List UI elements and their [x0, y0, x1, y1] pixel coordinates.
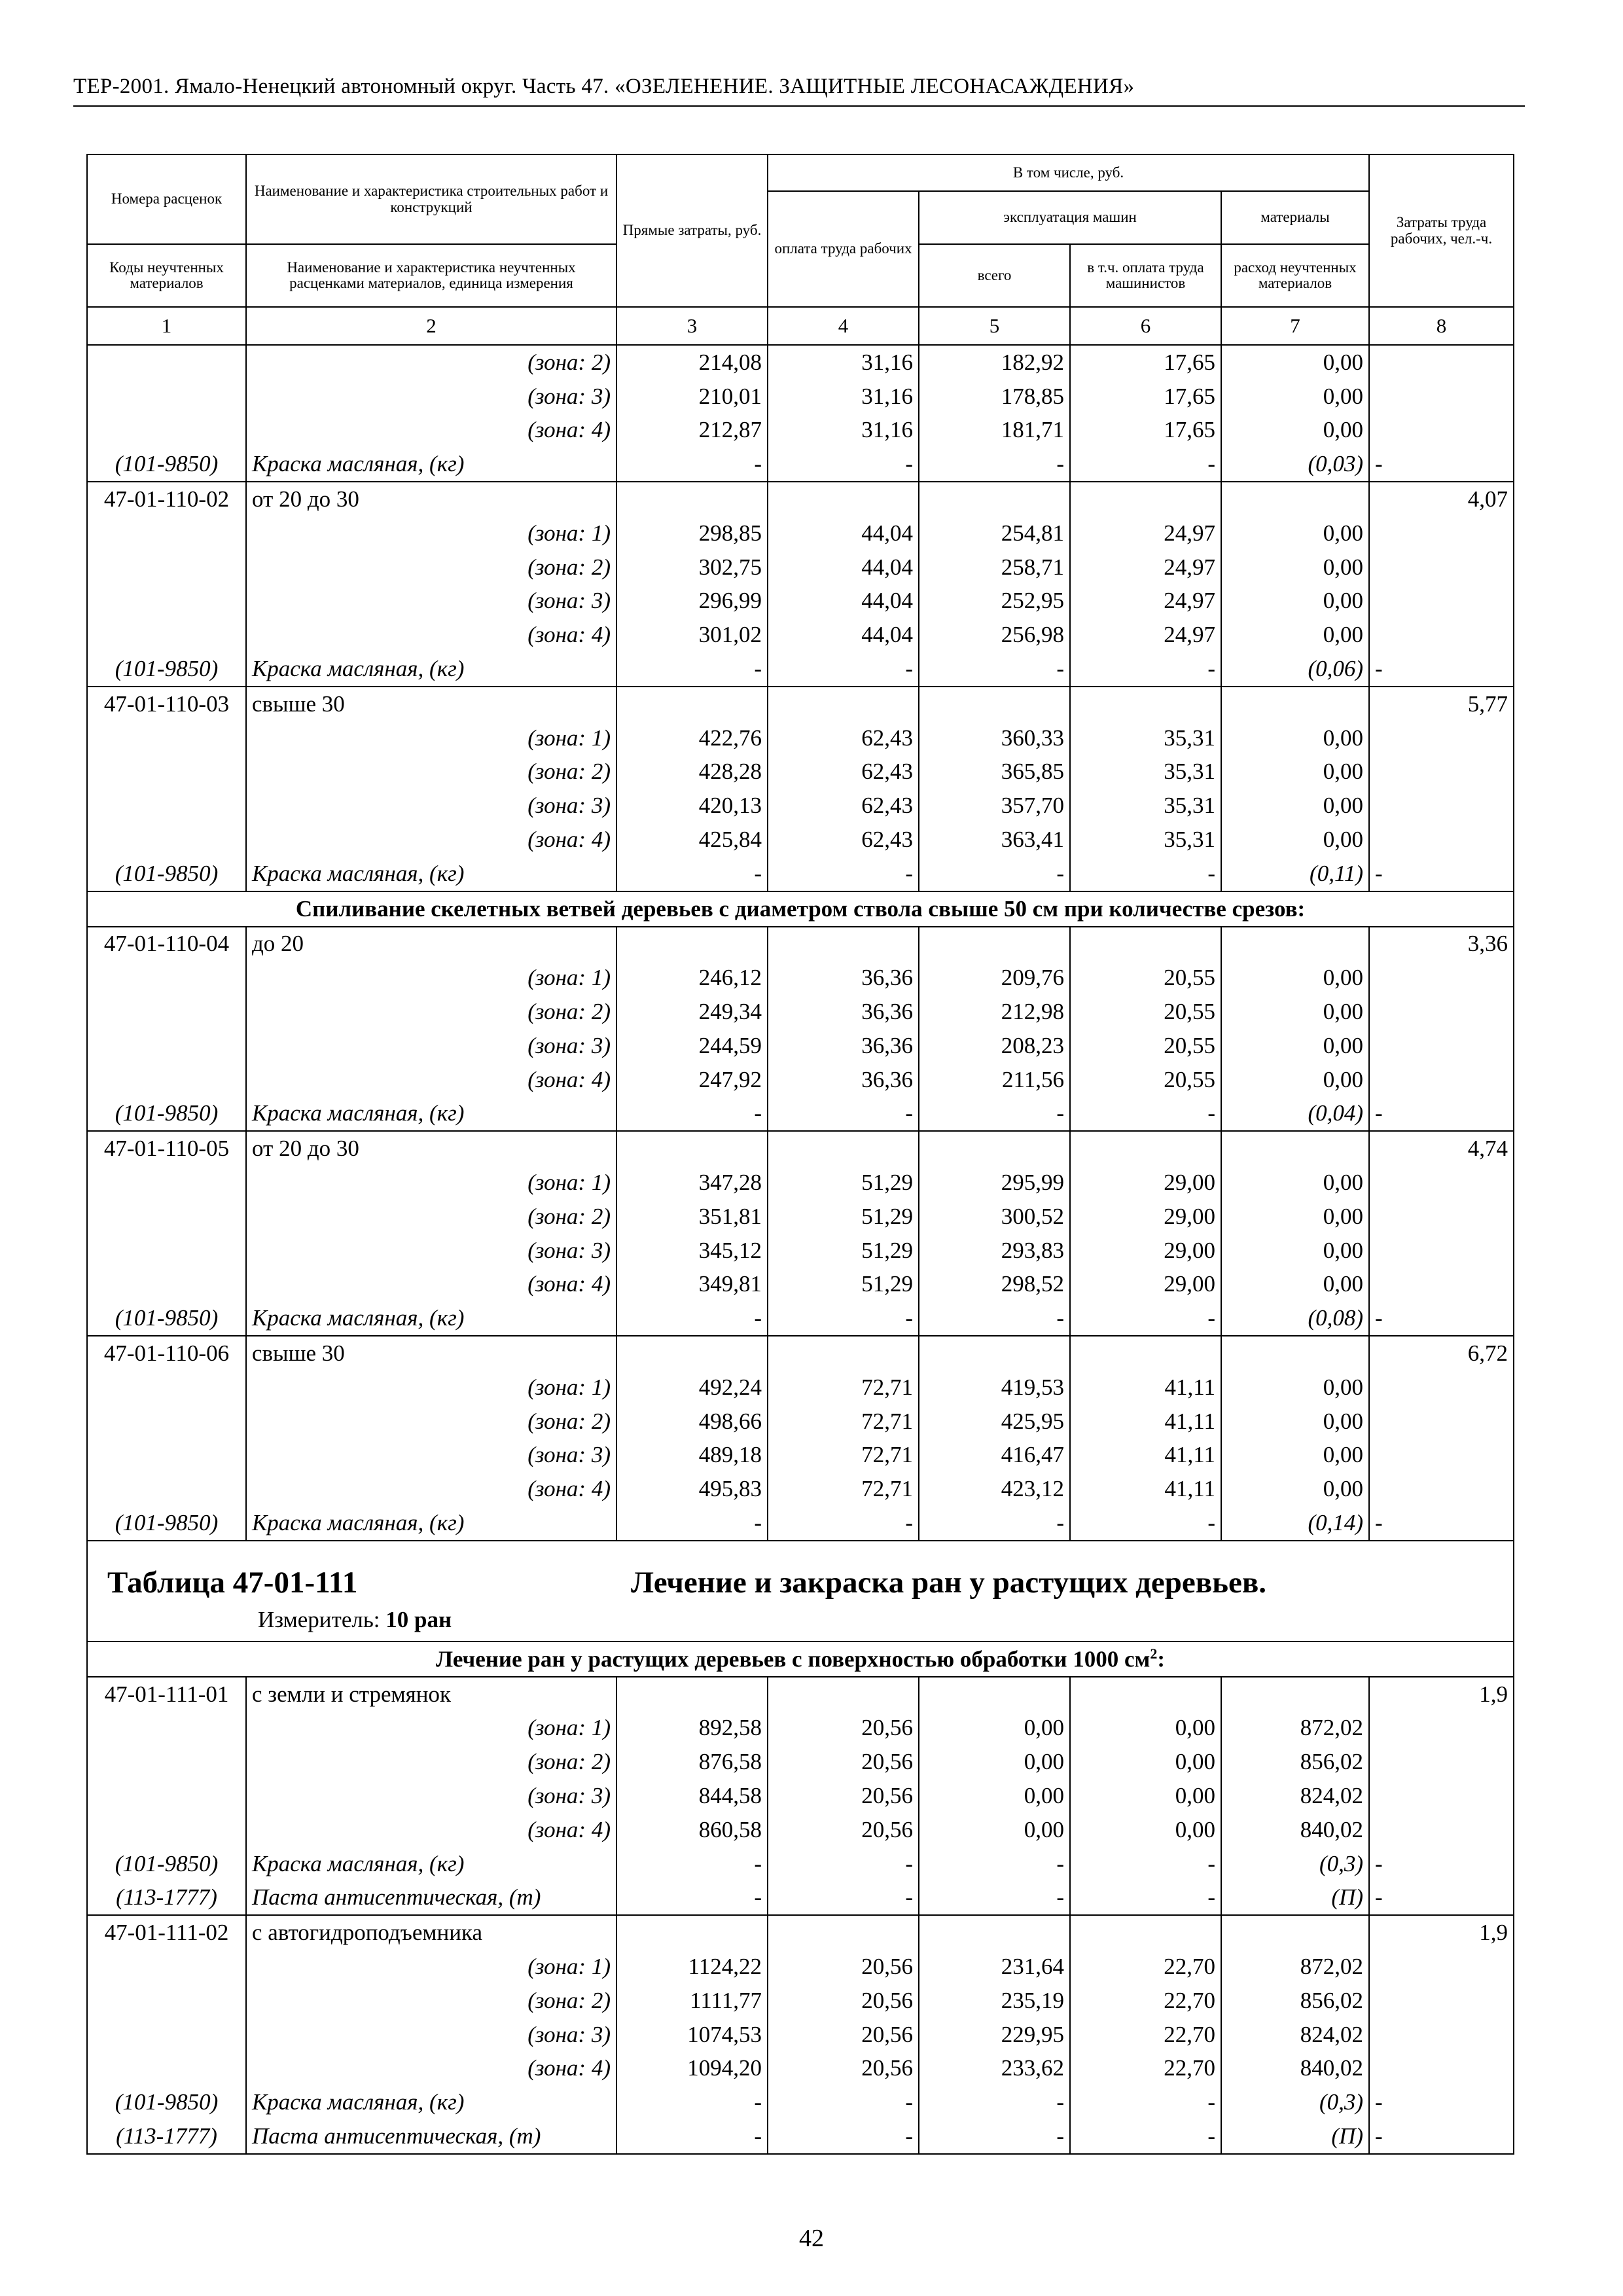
material-row: (101-9850) Краска масляная, (кг) - - - - (0,04) -: [87, 1097, 1514, 1132]
rate-row: [87, 927, 1514, 961]
zone-row: (зона: 4) 349,81 51,29 298,52 29,00 0,00: [87, 1268, 1514, 1302]
material-row: (101-9850) Краска масляная, (кг) - - - - (0,3) -: [87, 2085, 1514, 2119]
col-number: 4: [768, 307, 919, 345]
rate-code: 47-01-110-02: [87, 482, 246, 516]
zone-row: (зона: 4) 495,83 72,71 423,12 41,11 0,00: [87, 1472, 1514, 1506]
rate-name: свыше 30: [246, 687, 616, 721]
labor-hours: 3,36: [1369, 927, 1514, 961]
labor-hours: 4,74: [1369, 1131, 1514, 1166]
col-number: 5: [919, 307, 1070, 345]
head-labor-pay: оплата труда рабочих: [768, 191, 919, 307]
labor-hours: 4,07: [1369, 482, 1514, 516]
head-operators-pay: в т.ч. оплата труда машинистов: [1070, 244, 1221, 307]
head-machines-total: всего: [919, 244, 1070, 307]
zone-row: (зона: 1) 246,12 36,36 209,76 20,55 0,00: [87, 961, 1514, 995]
zone-row: (зона: 3) 420,13 62,43 357,70 35,31 0,00: [87, 789, 1514, 823]
head-labor-hours: Затраты труда рабочих, чел.-ч.: [1369, 154, 1514, 307]
rate-code: 47-01-111-01: [87, 1677, 246, 1712]
material-row: (101-9850) Краска масляная, (кг) - - - - (0,11) -: [87, 857, 1514, 891]
section-heading: Спиливание скелетных ветвей деревьев с диаметром ствола свыше 50 см при количестве срезов:: [87, 891, 1514, 927]
zone-row: (зона: 3) 210,01 31,16 178,85 17,65 0,00: [87, 380, 1514, 414]
zone-row: (зона: 2) 351,81 51,29 300,52 29,00 0,00: [87, 1200, 1514, 1234]
labor-hours: 1,9: [1369, 1915, 1514, 1950]
rate-name: с земли и стремянок: [246, 1677, 616, 1712]
zone-row: (зона: 1) 298,85 44,04 254,81 24,97 0,00: [87, 516, 1514, 550]
zone-row: (зона: 2) 498,66 72,71 425,95 41,11 0,00: [87, 1405, 1514, 1439]
zone-row: (зона: 3) 844,58 20,56 0,00 0,00 824,02: [87, 1779, 1514, 1813]
rate-name: свыше 30: [246, 1336, 616, 1371]
zone-row: (зона: 4) 301,02 44,04 256,98 24,97 0,00: [87, 618, 1514, 652]
zone-row: (зона: 2) 249,34 36,36 212,98 20,55 0,00: [87, 995, 1514, 1029]
zone-row: (зона: 3) 489,18 72,71 416,47 41,11 0,00: [87, 1439, 1514, 1473]
rates-table: [86, 154, 1514, 2155]
zone-row: (зона: 1) 892,58 20,56 0,00 0,00 872,02: [87, 1711, 1514, 1745]
material-row: (101-9850) Краска масляная, (кг) - - - - (0,3) -: [87, 1847, 1514, 1881]
zone-row: (зона: 1) 492,24 72,71 419,53 41,11 0,00: [87, 1371, 1514, 1405]
zone-row: (зона: 2) 428,28 62,43 365,85 35,31 0,00: [87, 755, 1514, 789]
rate-code: 47-01-110-03: [87, 687, 246, 721]
col-number: 6: [1070, 307, 1221, 345]
rate-name: от 20 до 30: [246, 482, 616, 516]
head-materials: материалы: [1221, 191, 1369, 244]
section-heading: Лечение ран у растущих деревьев с поверхностью обработки 1000 $см^2$:: [87, 1641, 1514, 1677]
zone-row: (зона: 1) 1124,22 20,56 231,64 22,70 872,02: [87, 1950, 1514, 1984]
zone-row: (зона: 3) 1074,53 20,56 229,95 22,70 824,02: [87, 2018, 1514, 2052]
rate-code: 47-01-110-04: [87, 927, 246, 961]
head-work-name: Наименование и характеристика строительных работ и конструкций: [246, 154, 616, 244]
material-row: (101-9850) Краска масляная, (кг) - - - - (0,03) -: [87, 447, 1514, 482]
head-material-names: Наименование и характеристика неучтенных расценками материалов, единица измерения: [246, 244, 616, 307]
zone-row: (зона: 4) 860,58 20,56 0,00 0,00 840,02: [87, 1813, 1514, 1847]
rate-code: 47-01-111-02: [87, 1915, 246, 1950]
rate-row: [87, 482, 1514, 516]
page-number: 42: [799, 2225, 824, 2252]
head-material-consumption: расход неучтенных материалов: [1221, 244, 1369, 307]
zone-row: (зона: 1) 347,28 51,29 295,99 29,00 0,00: [87, 1166, 1514, 1200]
zone-row: (зона: 4) 247,92 36,36 211,56 20,55 0,00: [87, 1063, 1514, 1097]
material-row: (101-9850) Краска масляная, (кг) - - - - (0,08) -: [87, 1301, 1514, 1336]
col-number: 2: [246, 307, 616, 345]
labor-hours: 6,72: [1369, 1336, 1514, 1371]
material-row: (101-9850) Краска масляная, (кг) - - - - (0,14) -: [87, 1506, 1514, 1541]
zone-row: (зона: 1) 422,76 62,43 360,33 35,31 0,00: [87, 721, 1514, 755]
section-row: [87, 891, 1514, 927]
zone-row: (зона: 3) 345,12 51,29 293,83 29,00 0,00: [87, 1234, 1514, 1268]
col-number: 7: [1221, 307, 1369, 345]
table-meter: Измеритель: 10 ран: [258, 1606, 452, 1632]
material-row: (113-1777) Паста антисептическая, (т) - - - - (П) -: [87, 2119, 1514, 2154]
head-including: В том числе, руб.: [768, 154, 1369, 191]
rate-code: 47-01-110-05: [87, 1131, 246, 1166]
rate-name: от 20 до 30: [246, 1131, 616, 1166]
rate-row: [87, 1677, 1514, 1712]
table-number: Таблица 47-01-111: [107, 1565, 358, 1600]
zone-row: (зона: 2) 302,75 44,04 258,71 24,97 0,00: [87, 550, 1514, 584]
material-row: (113-1777) Паста антисептическая, (т) - - - - (П) -: [87, 1880, 1514, 1915]
rate-code: 47-01-110-06: [87, 1336, 246, 1371]
rate-row: [87, 1915, 1514, 1950]
table-title-row: [87, 1541, 1514, 1641]
rate-name: с автогидроподъемника: [246, 1915, 616, 1950]
col-number: 3: [616, 307, 768, 345]
zone-row: (зона: 4) 425,84 62,43 363,41 35,31 0,00: [87, 823, 1514, 857]
head-rate-numbers: Номера расценок: [87, 154, 246, 244]
rate-name: до 20: [246, 927, 616, 961]
labor-hours: 1,9: [1369, 1677, 1514, 1712]
rate-row: [87, 1336, 1514, 1371]
section-row: [87, 1641, 1514, 1677]
zone-row: (зона: 4) 212,87 31,16 181,71 17,65 0,00: [87, 414, 1514, 448]
zone-row: (зона: 3) 244,59 36,36 208,23 20,55 0,00: [87, 1029, 1514, 1063]
zone-row: (зона: 2) 1111,77 20,56 235,19 22,70 856,02: [87, 1984, 1514, 2018]
rate-row: [87, 1131, 1514, 1166]
zone-row: (зона: 3) 296,99 44,04 252,95 24,97 0,00: [87, 584, 1514, 619]
col-number: 1: [87, 307, 246, 345]
zone-row: (зона: 2) 876,58 20,56 0,00 0,00 856,02: [87, 1745, 1514, 1779]
labor-hours: 5,77: [1369, 687, 1514, 721]
head-direct-costs: Прямые затраты, руб.: [616, 154, 768, 307]
head-machines: эксплуатация машин: [919, 191, 1221, 244]
page-header: ТЕР-2001. Ямало-Ненецкий автономный округ. Часть 47. «ОЗЕЛЕНЕНИЕ. ЗАЩИТНЫЕ ЛЕСОНАСАЖДЕНИЯ»: [73, 75, 1525, 107]
zone-row: (зона: 4) 1094,20 20,56 233,62 22,70 840,02: [87, 2051, 1514, 2085]
col-number: 8: [1369, 307, 1514, 345]
material-row: (101-9850) Краска масляная, (кг) - - - - (0,06) -: [87, 652, 1514, 687]
rate-row: [87, 687, 1514, 721]
head-material-codes: Коды неучтенных материалов: [87, 244, 246, 307]
table-title: Лечение и закраска ран у растущих деревьев.: [631, 1565, 1267, 1600]
zone-row: (зона: 2) 214,08 31,16 182,92 17,65 0,00: [87, 345, 1514, 380]
